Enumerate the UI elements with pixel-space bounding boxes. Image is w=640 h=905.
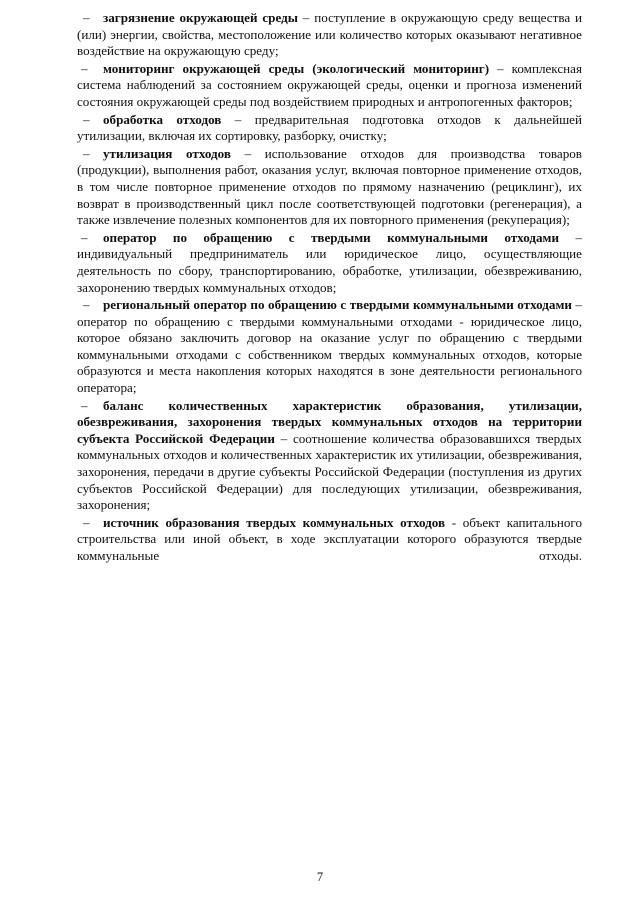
definition-text: – индивидуальный предприниматель или юридическое лицо, осуществляющие деятельность по сбору, транспортированию, обработке, утилизации, обезвреживанию, захоронению твердых коммунальных отходов;	[77, 229, 582, 295]
definition-term: источник образования твердых коммунальных отходов	[103, 514, 446, 530]
definition-text: – предварительная подготовка отходов к дальнейшей утилизации, включая их сортировку, разборку, очистку;	[77, 111, 582, 144]
definition-text: – оператор по обращению с твердыми коммунальными отходами - юридическое лицо, которое обязано заключить договор на оказание услуг по обращению с твердыми коммунальными отходами с собственником твердых коммунальных отходов, которые образуются и места накопления которых находятся в зоне деятельности регионального оператора;	[77, 297, 582, 396]
definition-text: – комплексная система наблюдений за состоянием окружающей среды, оценки и прогноза изменений состояния окружающей среды под воздействием природных и антропогенных факторов;	[77, 60, 582, 109]
definitions-list	[77, 10, 582, 566]
definition-entry	[77, 10, 582, 60]
list-dash: –	[83, 111, 90, 127]
definition-entry	[77, 398, 582, 514]
list-dash: –	[83, 514, 90, 530]
definition-text: - объект капитального строительства или иной объект, в ходе эксплуатации которого образуются твердые коммунальные отходы.	[77, 514, 582, 563]
definition-entry	[77, 230, 582, 296]
definition-text: – использование отходов для производства товаров (продукции), выполнения работ, оказания услуг, включая повторное применение отходов, в том числе повторное применение отходов по прямому назначению (рециклинг), их возврат в производственный цикл после соответствующей подготовки (регенерация), а также извлечение полезных компонентов для их повторного применения (рекуперация);	[77, 145, 582, 228]
definition-entry	[77, 112, 582, 145]
definition-entry	[77, 297, 582, 397]
list-dash: –	[81, 397, 88, 413]
page-number: 7	[316, 870, 324, 884]
definition-entry	[77, 515, 582, 565]
definition-term: обработка отходов	[103, 111, 222, 127]
definition-entry	[77, 61, 582, 111]
definition-term: мониторинг окружающей среды (экологический мониторинг)	[103, 60, 490, 76]
definition-entry	[77, 146, 582, 229]
definition-text: – поступление в окружающую среду вещества и (или) энергии, свойства, местоположение или количество которых оказывают негативное воздействие на окружающую среду;	[77, 10, 583, 59]
list-dash: –	[83, 10, 90, 25]
definition-text: – соотношение количества образовавшихся твердых коммунальных отходов и количественных характеристик их утилизации, обезвреживания, захоронения, передачи в другие субъекты Российской Федерации (поступления из других субъектов Российской Федерации) для последующих утилизации, обезвреживания, захоронения;	[77, 430, 582, 513]
definition-term: баланс количественных характеристик образования, утилизации, обезвреживания, захоронения твердых коммунальных отходов на территории субъекта Российской Федерации	[77, 397, 582, 446]
list-dash: –	[83, 145, 90, 161]
definition-term: загрязнение окружающей среды	[103, 10, 298, 25]
definition-term: утилизация отходов	[103, 145, 231, 161]
list-dash: –	[81, 60, 88, 76]
list-dash: –	[81, 229, 88, 245]
list-dash: –	[83, 297, 90, 313]
definition-term: оператор по обращению с твердыми коммунальными отходами	[103, 229, 560, 245]
definition-term: региональный оператор по обращению с твердыми коммунальными отходами	[103, 297, 572, 313]
